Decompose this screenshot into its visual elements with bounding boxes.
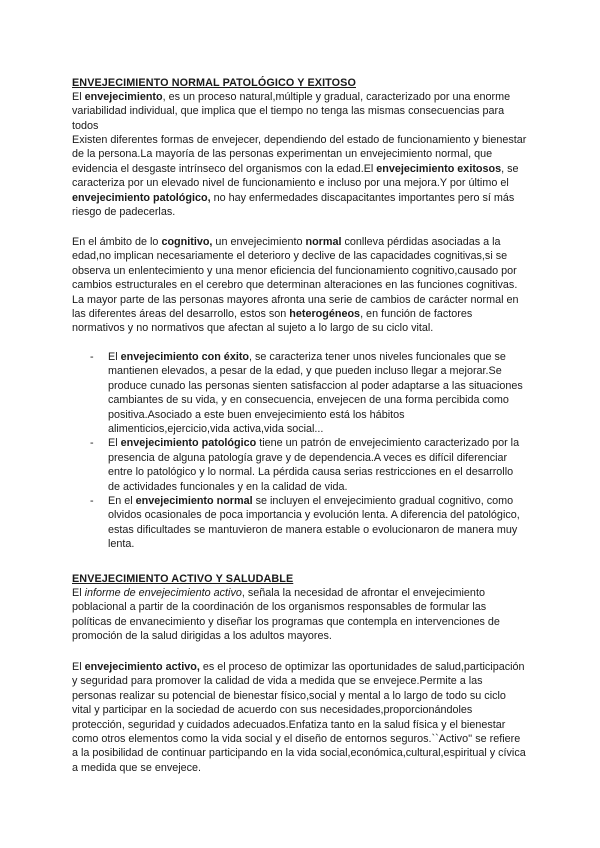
list-item <box>72 494 528 552</box>
bold-term: cognitivo, <box>161 236 213 248</box>
paragraph-informe-envejecimiento-activo <box>72 586 528 644</box>
text-run: tiene un patrón de envejecimiento caracterizado por la presencia de alguna patología grave y de dependencia.A veces es difícil diferenciar entre lo patológico y lo normal. La pérdida causa serias restricciones en el desarrollo de actividades funcionales y en la calidad de vida. <box>108 437 520 493</box>
bold-term: envejecimiento <box>84 91 163 103</box>
dash-bullet: - <box>90 495 94 508</box>
section-heading-normal-patologico-exitoso: ENVEJECIMIENTO NORMAL PATOLÓGICO Y EXITOSO <box>72 77 356 89</box>
paragraph-formas-envejecer <box>72 133 528 219</box>
bold-term: envejecimiento con éxito <box>120 351 250 363</box>
text-run: El <box>72 587 85 599</box>
paragraph-envejecimiento-activo-definicion <box>72 660 528 775</box>
text-run: , se caracteriza tener unos niveles funcionales que se mantienen elevados, a pesar de la edad, y que pueden incluso llegar a mejorar.Se produce cunado las personas sienten satisfaccion al poder adaptarse a las situaciones cambiantes de su vida, y en consecuencia, envejecen de una forma percibida como positiva.Asociado a este buen envejecimiento está los hábitos alimenticios,ejercicio,vida activa,vida social... <box>108 351 523 436</box>
text-run: El <box>72 661 85 673</box>
text-run: El <box>108 437 121 450</box>
text-run: En el <box>108 495 136 508</box>
list-item <box>72 350 528 436</box>
text-run: , señala la necesidad de afrontar el envejecimiento poblacional a partir de la coordinación de los organismos responsables de formular las políticas de envanecimiento y diseñar los programas que contempla en intervenciones de promoción de la salud dirigidas a los adultos mayores. <box>72 587 500 643</box>
text-run: El <box>72 91 85 103</box>
bold-term: normal <box>305 236 342 248</box>
bold-term: heterogéneos <box>289 308 361 321</box>
section-heading-activo-saludable: ENVEJECIMIENTO ACTIVO Y SALUDABLE <box>72 573 294 585</box>
bold-term: envejecimiento patológico <box>120 437 257 450</box>
dash-bullet: - <box>90 351 94 363</box>
text-run: es el proceso de optimizar las oportunidades de salud,participación y seguridad para promover la calidad de vida a medida que se envejece.Permite a las personas realizar su potencial de bienestar físico,social y mental a lo largo de todo su ciclo vital y participar en la sociedad de acuerdo con sus necesidades,proporcionándoles protección, seguridad y cuidados adecuados.Enfatiza tanto en la salud física y el bienestar como otros elementos como la vida social y el diseño de entornos seguros.``Activo'' se refiere a la posibilidad de continuar participando en la vida social,económica,cultural,espiritual y cívica a medida que se envejece. <box>72 661 526 774</box>
text-run: Existen diferentes formas de envejecer, dependiendo del estado de funcionamiento y bienestar de la persona.La mayoría de las personas experimentan un envejecimiento normal, que evidencia el desgaste intrínseco del organismos con la edad.El <box>72 134 527 175</box>
bold-term: envejecimiento activo, <box>84 661 200 673</box>
text-run: un envejecimiento <box>212 236 306 248</box>
text-run: no hay enfermedades discapacitantes importantes pero sí más riesgo de padecerlas. <box>72 191 515 219</box>
bold-term: envejecimiento patológico, <box>72 191 211 204</box>
text-run: , se caracteriza por un elevado nivel de funcionamiento e incluso por una mejora.Y por último el <box>72 162 519 190</box>
text-run: El <box>108 351 121 363</box>
bold-term: envejecimiento normal <box>135 495 253 508</box>
paragraph-envejecimiento-definicion <box>72 90 528 133</box>
text-run: , es un proceso natural,múltiple y gradual, caracterizado por una enorme variabilidad individual, que implica que el tiempo no tenga las mismas consecuencias para todos <box>72 91 511 132</box>
list-item <box>72 436 528 494</box>
paragraph-ambito-cognitivo <box>72 235 528 336</box>
text-run: En el ámbito de lo <box>72 236 162 248</box>
bullet-list-tipos-envejecimiento <box>72 350 528 552</box>
bold-term: envejecimiento exitosos <box>376 162 502 175</box>
text-run: , en función de factores normativos y no normativos que afectan al sujeto a lo largo de su ciclo vital. <box>72 308 473 335</box>
text-run: conlleva pérdidas asociadas a la edad,no implican necesariamente el deterioro y declive de las capacidades cognitivas,si se observa un enlentecimiento y una menor eficiencia del funcionamiento cognitivo,causado por cambios estructurales en el cerebro que determinan alteraciones en las funciones cognitivas. La mayor parte de las personas mayores afronta una serie de cambios de carácter normal en las diferentes áreas del desarrollo, estos son <box>72 236 519 321</box>
italic-term: informe de envejecimiento activo <box>84 587 242 599</box>
dash-bullet: - <box>90 437 94 450</box>
text-run: se incluyen el envejecimiento gradual cognitivo, como olvidos ocasionales de poca importancia y evolución lenta. A diferencia del patológico, estas dificultades se mantuvieron de manera estable o evolucionaron de manera muy lenta. <box>108 495 520 551</box>
